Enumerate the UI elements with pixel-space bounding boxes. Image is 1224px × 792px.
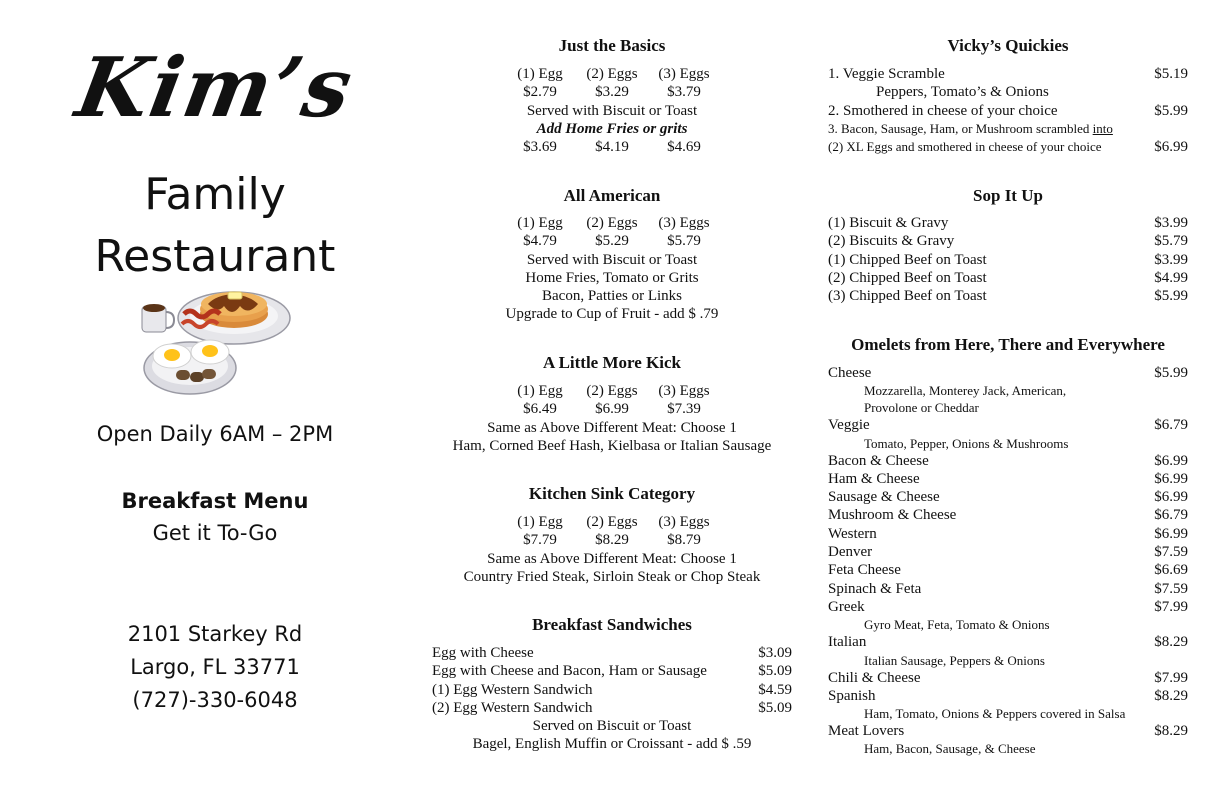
section-quickies <box>828 65 1188 156</box>
item-price: $7.59 <box>1154 544 1188 561</box>
item-price: $5.99 <box>1154 288 1188 305</box>
left-panel <box>0 0 430 792</box>
egg-prices-row <box>432 83 792 101</box>
item-name: Spanish <box>828 687 876 704</box>
kitchen-sink-note: Same as Above Different Meat: Choose 1 <box>487 550 737 567</box>
egg-prices-row <box>432 232 792 250</box>
item-price: $5.19 <box>1154 66 1188 82</box>
item-name: (2) Chipped Beef on Toast <box>828 269 987 286</box>
menu-item <box>828 722 1188 740</box>
menu-item <box>828 251 1188 269</box>
menu-item <box>828 687 1188 705</box>
egg-label: (3) Eggs <box>658 66 710 82</box>
menu-item <box>828 506 1188 524</box>
item-price: $7.99 <box>1154 598 1188 615</box>
egg-prices-row <box>432 531 792 549</box>
section-basics <box>432 65 792 156</box>
egg-label: (2) Eggs <box>586 514 638 530</box>
item-name: Bacon & Cheese <box>828 452 929 469</box>
menu-item <box>828 525 1188 543</box>
item-description: Ham, Bacon, Sausage, & Cheese <box>864 741 1036 757</box>
item-description: Tomato, Pepper, Onions & Mushrooms <box>864 435 1069 451</box>
menu-item <box>828 65 1188 83</box>
item-price: $3.99 <box>1154 251 1188 268</box>
item-name: Meat Lovers <box>828 723 905 740</box>
opening-hours: Open Daily 6AM – 2PM <box>96 422 334 446</box>
menu-item <box>828 232 1188 250</box>
egg-label: (3) Eggs <box>658 215 710 231</box>
egg-price: $5.29 <box>595 233 629 250</box>
menu-item <box>828 416 1188 434</box>
phone-number: (727)-330-6048 <box>132 688 298 712</box>
menu-item <box>828 561 1188 579</box>
item-price: $7.99 <box>1154 669 1188 686</box>
item-price: $6.99 <box>1154 470 1188 487</box>
item-description: Peppers, Tomato’s & Onions <box>876 84 1049 101</box>
item-price: $8.29 <box>1154 687 1188 704</box>
menu-item <box>432 662 792 680</box>
american-note: Home Fries, Tomato or Grits <box>525 269 699 286</box>
item-price: $6.79 <box>1154 417 1188 434</box>
menu-item <box>828 269 1188 287</box>
item-price: $5.79 <box>1154 233 1188 250</box>
item-name: (2) Biscuits & Gravy <box>828 233 955 250</box>
egg-prices-addon-row <box>432 138 792 156</box>
item-name: 1. Veggie Scramble <box>828 66 945 82</box>
egg-price: $7.79 <box>523 532 557 549</box>
egg-label: (2) Eggs <box>586 383 638 399</box>
item-price: $3.99 <box>1154 215 1188 231</box>
item-name: Greek <box>828 598 865 615</box>
item-name: Egg with Cheese and Bacon, Ham or Sausage <box>432 663 707 680</box>
menu-item <box>828 633 1188 651</box>
item-name: (3) Chipped Beef on Toast <box>828 288 987 305</box>
kitchen-sink-note: Country Fried Steak, Sirloin Steak or Chop Steak <box>463 568 761 585</box>
item-price: $5.99 <box>1154 102 1188 119</box>
section-title-sandwiches: Breakfast Sandwiches <box>532 615 692 634</box>
egg-label: (3) Eggs <box>658 514 710 530</box>
item-price: $8.29 <box>1154 634 1188 651</box>
sandwich-note: Served on Biscuit or Toast <box>532 718 692 735</box>
egg-price: $4.19 <box>595 139 629 156</box>
kick-note: Same as Above Different Meat: Choose 1 <box>487 419 737 436</box>
egg-labels-row <box>432 65 792 83</box>
egg-price: $5.79 <box>667 233 701 250</box>
breakfast-plate-illustration <box>138 284 292 396</box>
section-sop <box>828 214 1188 305</box>
egg-price: $3.69 <box>523 139 557 156</box>
item-price: $8.29 <box>1154 723 1188 740</box>
item-description: Mozzarella, Monterey Jack, American, <box>864 383 1067 399</box>
egg-price: $4.69 <box>667 139 701 156</box>
menu-item <box>828 138 1188 156</box>
egg-labels-row <box>432 214 792 232</box>
egg-price: $3.79 <box>667 84 701 101</box>
item-description: Gyro Meat, Feta, Tomato & Onions <box>864 617 1050 633</box>
item-name: Chili & Cheese <box>828 669 921 686</box>
item-description: Ham, Tomato, Onions & Peppers covered in Salsa <box>864 706 1126 722</box>
item-name: (1) Biscuit & Gravy <box>828 215 949 231</box>
american-note: Served with Biscuit or Toast <box>526 251 698 268</box>
item-price: $6.79 <box>1154 507 1188 524</box>
egg-label: (3) Eggs <box>658 383 710 399</box>
egg-price: $3.29 <box>595 84 629 101</box>
item-price: $6.99 <box>1154 452 1188 469</box>
basics-served-with: Served with Biscuit or Toast <box>526 102 698 119</box>
menu-item <box>432 644 792 662</box>
item-price: $4.99 <box>1154 269 1188 286</box>
item-name-underlined: into <box>1092 120 1113 136</box>
section-title-american: All American <box>563 186 661 205</box>
menu-item <box>828 452 1188 470</box>
item-price: $5.09 <box>758 663 792 680</box>
kick-note: Ham, Corned Beef Hash, Kielbasa or Italian Sausage <box>452 437 772 454</box>
item-price: $4.59 <box>758 681 792 698</box>
egg-prices-row <box>432 400 792 418</box>
item-name: Cheese <box>828 365 872 381</box>
item-name: Western <box>828 525 877 542</box>
egg-label: (1) Egg <box>517 514 563 530</box>
item-name: (2) XL Eggs and smothered in cheese of your choice <box>828 139 1102 155</box>
menu-item <box>432 681 792 699</box>
menu-item <box>828 214 1188 232</box>
address-street: 2101 Starkey Rd <box>127 622 303 646</box>
restaurant-logo: Kim’s <box>69 40 361 136</box>
item-price: $5.99 <box>1154 365 1188 381</box>
item-name: Feta Cheese <box>828 562 901 579</box>
section-american <box>432 214 792 324</box>
section-sandwiches <box>432 644 792 754</box>
american-note: Upgrade to Cup of Fruit - add $ .79 <box>505 306 719 323</box>
item-name: Italian <box>828 634 867 651</box>
menu-item <box>828 669 1188 687</box>
item-price: $7.59 <box>1154 580 1188 597</box>
section-kick <box>432 382 792 455</box>
section-title-kitchen-sink: Kitchen Sink Category <box>528 484 696 503</box>
menu-item <box>432 699 792 717</box>
egg-price: $6.49 <box>523 401 557 418</box>
menu-item <box>828 287 1188 305</box>
section-title-sop: Sop It Up <box>973 186 1043 205</box>
basics-addon-note: Add Home Fries or grits <box>536 120 688 137</box>
egg-labels-row <box>432 513 792 531</box>
restaurant-name-line2: Restaurant <box>94 231 336 282</box>
section-title-quickies: Vicky’s Quickies <box>947 36 1069 55</box>
item-name: (1) Chipped Beef on Toast <box>828 251 987 268</box>
item-price: $3.09 <box>758 645 792 661</box>
egg-label: (2) Eggs <box>586 215 638 231</box>
egg-price: $2.79 <box>523 84 557 101</box>
contact-info <box>0 618 430 717</box>
section-omelets <box>828 364 1188 757</box>
egg-price: $4.79 <box>523 233 557 250</box>
american-note: Bacon, Patties or Links <box>542 288 682 305</box>
item-name: 3. Bacon, Sausage, Ham, or Mushroom scrambled <box>828 120 1093 136</box>
item-name: 2. Smothered in cheese of your choice <box>828 102 1058 119</box>
egg-price: $6.99 <box>595 401 629 418</box>
item-name: (2) Egg Western Sandwich <box>432 699 593 716</box>
item-name: Ham & Cheese <box>828 470 920 487</box>
item-name: Spinach & Feta <box>828 580 922 597</box>
section-title-basics: Just the Basics <box>558 36 666 55</box>
egg-price: $8.79 <box>667 532 701 549</box>
egg-price: $7.39 <box>667 401 701 418</box>
egg-label: (1) Egg <box>517 215 563 231</box>
menu-item <box>828 543 1188 561</box>
item-description: Provolone or Cheddar <box>864 400 979 416</box>
menu-item <box>828 120 1188 138</box>
section-kitchen-sink <box>432 513 792 586</box>
egg-label: (2) Eggs <box>586 66 638 82</box>
address-city: Largo, FL 33771 <box>130 655 300 679</box>
item-name: Denver <box>828 544 873 561</box>
item-price: $6.99 <box>1154 489 1188 506</box>
egg-label: (1) Egg <box>517 66 563 82</box>
item-name: Mushroom & Cheese <box>828 507 957 524</box>
menu-subtitle: Get it To-Go <box>152 521 278 545</box>
egg-labels-row <box>432 382 792 400</box>
menu-item <box>828 598 1188 616</box>
section-title-omelets: Omelets from Here, There and Everywhere <box>851 335 1165 354</box>
restaurant-name-line1: Family <box>144 169 286 220</box>
item-name: (1) Egg Western Sandwich <box>432 681 593 698</box>
section-title-kick: A Little More Kick <box>542 353 682 372</box>
item-price: $6.99 <box>1154 525 1188 542</box>
item-name: Egg with Cheese <box>432 645 534 661</box>
item-price: $6.69 <box>1154 562 1188 579</box>
menu-item <box>828 364 1188 382</box>
menu-title: Breakfast Menu <box>121 489 309 513</box>
item-description: Italian Sausage, Peppers & Onions <box>864 652 1045 668</box>
menu-item <box>828 102 1188 120</box>
menu-item <box>828 488 1188 506</box>
egg-price: $8.29 <box>595 532 629 549</box>
sandwich-note: Bagel, English Muffin or Croissant - add $ .59 <box>472 736 752 753</box>
item-name: Veggie <box>828 417 870 434</box>
restaurant-name <box>0 164 430 288</box>
item-price: $5.09 <box>758 699 792 716</box>
menu-item <box>828 580 1188 598</box>
item-price: $6.99 <box>1154 139 1188 156</box>
menu-item <box>828 470 1188 488</box>
egg-label: (1) Egg <box>517 383 563 399</box>
item-name: Sausage & Cheese <box>828 489 940 506</box>
